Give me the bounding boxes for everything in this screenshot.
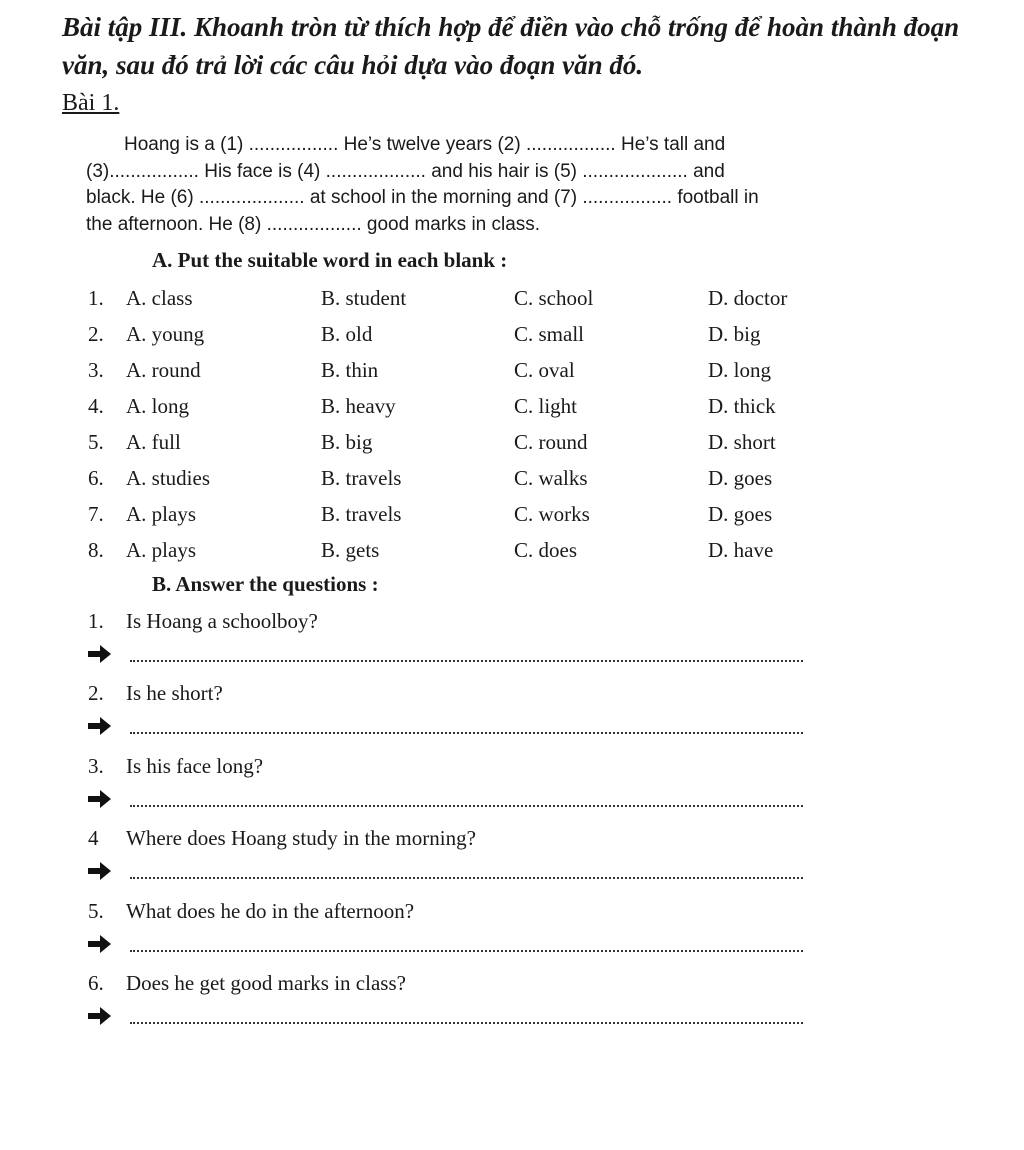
option-d[interactable]: D. big <box>708 322 761 346</box>
option-c[interactable]: C. works <box>514 502 590 526</box>
question-number: 3. <box>88 754 104 778</box>
question-number: 1. <box>88 609 104 633</box>
question-number: 2. <box>88 322 104 346</box>
option-b[interactable]: B. big <box>321 430 373 454</box>
option-c[interactable]: C. walks <box>514 466 588 490</box>
lesson-heading: Bài 1. <box>62 90 120 116</box>
answer-blank[interactable] <box>130 805 803 807</box>
answer-blank[interactable] <box>130 877 803 879</box>
option-b[interactable]: B. heavy <box>321 394 396 418</box>
option-a[interactable]: A. plays <box>126 538 196 562</box>
passage-line: the afternoon. He (8) .................. good marks in class. <box>86 213 541 235</box>
open-question-3 <box>88 751 263 781</box>
answer-line-4[interactable] <box>88 861 808 885</box>
question-number: 6. <box>88 971 104 995</box>
question-number: 5. <box>88 899 104 923</box>
section-b-heading: B. Answer the questions : <box>152 572 379 596</box>
answer-line-6[interactable] <box>88 1006 808 1030</box>
question-text: Does he get good marks in class? <box>126 971 406 995</box>
option-d[interactable]: D. long <box>708 358 771 382</box>
question-number: 4 <box>88 826 99 850</box>
option-a[interactable]: A. round <box>126 358 201 382</box>
reading-passage <box>86 132 966 238</box>
option-c[interactable]: C. oval <box>514 358 575 382</box>
option-b[interactable]: B. travels <box>321 502 402 526</box>
answer-blank[interactable] <box>130 732 803 734</box>
question-text: Is his face long? <box>126 754 264 778</box>
open-question-2 <box>88 678 223 708</box>
option-c[interactable]: C. school <box>514 286 594 310</box>
answer-line-5[interactable] <box>88 934 808 958</box>
option-b[interactable]: B. thin <box>321 358 379 382</box>
option-a[interactable]: A. young <box>126 322 205 346</box>
answer-blank[interactable] <box>130 1022 803 1024</box>
arrow-right-icon <box>88 934 112 954</box>
option-b[interactable]: B. old <box>321 322 373 346</box>
option-d[interactable]: D. short <box>708 430 776 454</box>
arrow-right-icon <box>88 644 112 664</box>
option-a[interactable]: A. full <box>126 430 181 454</box>
option-c[interactable]: C. round <box>514 430 588 454</box>
option-d[interactable]: D. goes <box>708 466 773 490</box>
answer-line-1[interactable] <box>88 644 808 668</box>
question-number: 2. <box>88 681 104 705</box>
open-question-6 <box>88 968 406 998</box>
question-number: 1. <box>88 286 104 310</box>
choice-row-5 <box>88 427 988 457</box>
option-a[interactable]: A. studies <box>126 466 210 490</box>
question-text: Where does Hoang study in the morning? <box>126 826 476 850</box>
question-number: 5. <box>88 430 104 454</box>
choice-row-2 <box>88 319 988 349</box>
option-c[interactable]: C. small <box>514 322 585 346</box>
choice-row-6 <box>88 463 988 493</box>
option-b[interactable]: B. student <box>321 286 407 310</box>
section-a-heading: A. Put the suitable word in each blank : <box>152 248 508 272</box>
answer-blank[interactable] <box>130 950 803 952</box>
option-b[interactable]: B. travels <box>321 466 402 490</box>
question-number: 3. <box>88 358 104 382</box>
question-number: 7. <box>88 502 104 526</box>
option-a[interactable]: A. long <box>126 394 189 418</box>
option-a[interactable]: A. plays <box>126 502 196 526</box>
open-question-4 <box>88 823 476 853</box>
open-question-5 <box>88 896 414 926</box>
open-question-1 <box>88 606 318 636</box>
arrow-right-icon <box>88 716 112 736</box>
choice-row-4 <box>88 391 988 421</box>
passage-line: (3)................. His face is (4) ................... and his hair is (5) .................... and <box>86 160 725 182</box>
answer-line-2[interactable] <box>88 716 808 740</box>
question-text: What does he do in the afternoon? <box>126 899 415 923</box>
question-number: 8. <box>88 538 104 562</box>
option-c[interactable]: C. does <box>514 538 577 562</box>
question-text: Is he short? <box>126 681 223 705</box>
choice-row-8 <box>88 535 988 565</box>
option-d[interactable]: D. have <box>708 538 774 562</box>
arrow-right-icon <box>88 1006 112 1026</box>
option-d[interactable]: D. goes <box>708 502 773 526</box>
arrow-right-icon <box>88 789 112 809</box>
choice-row-7 <box>88 499 988 529</box>
arrow-right-icon <box>88 861 112 881</box>
question-number: 6. <box>88 466 104 490</box>
option-c[interactable]: C. light <box>514 394 578 418</box>
option-d[interactable]: D. doctor <box>708 286 788 310</box>
choice-row-3 <box>88 355 988 385</box>
answer-blank[interactable] <box>130 660 803 662</box>
answer-line-3[interactable] <box>88 789 808 813</box>
question-text: Is Hoang a schoolboy? <box>126 609 318 633</box>
exercise-title: Bài tập III. Khoanh tròn từ thích hợp để điền vào chỗ trống để hoàn thành đoạn văn, sau đó trả lời các câu hỏi dựa vào đoạn văn đó. <box>62 12 960 80</box>
question-number: 4. <box>88 394 104 418</box>
passage-line: Hoang is a (1) ................. He’s twelve years (2) ................. He’s tall and <box>124 134 726 155</box>
option-a[interactable]: A. class <box>126 286 193 310</box>
choice-row-1 <box>88 283 988 313</box>
passage-line: black. He (6) .................... at school in the morning and (7) ................. football in <box>86 187 759 208</box>
option-b[interactable]: B. gets <box>321 538 380 562</box>
option-d[interactable]: D. thick <box>708 394 776 418</box>
